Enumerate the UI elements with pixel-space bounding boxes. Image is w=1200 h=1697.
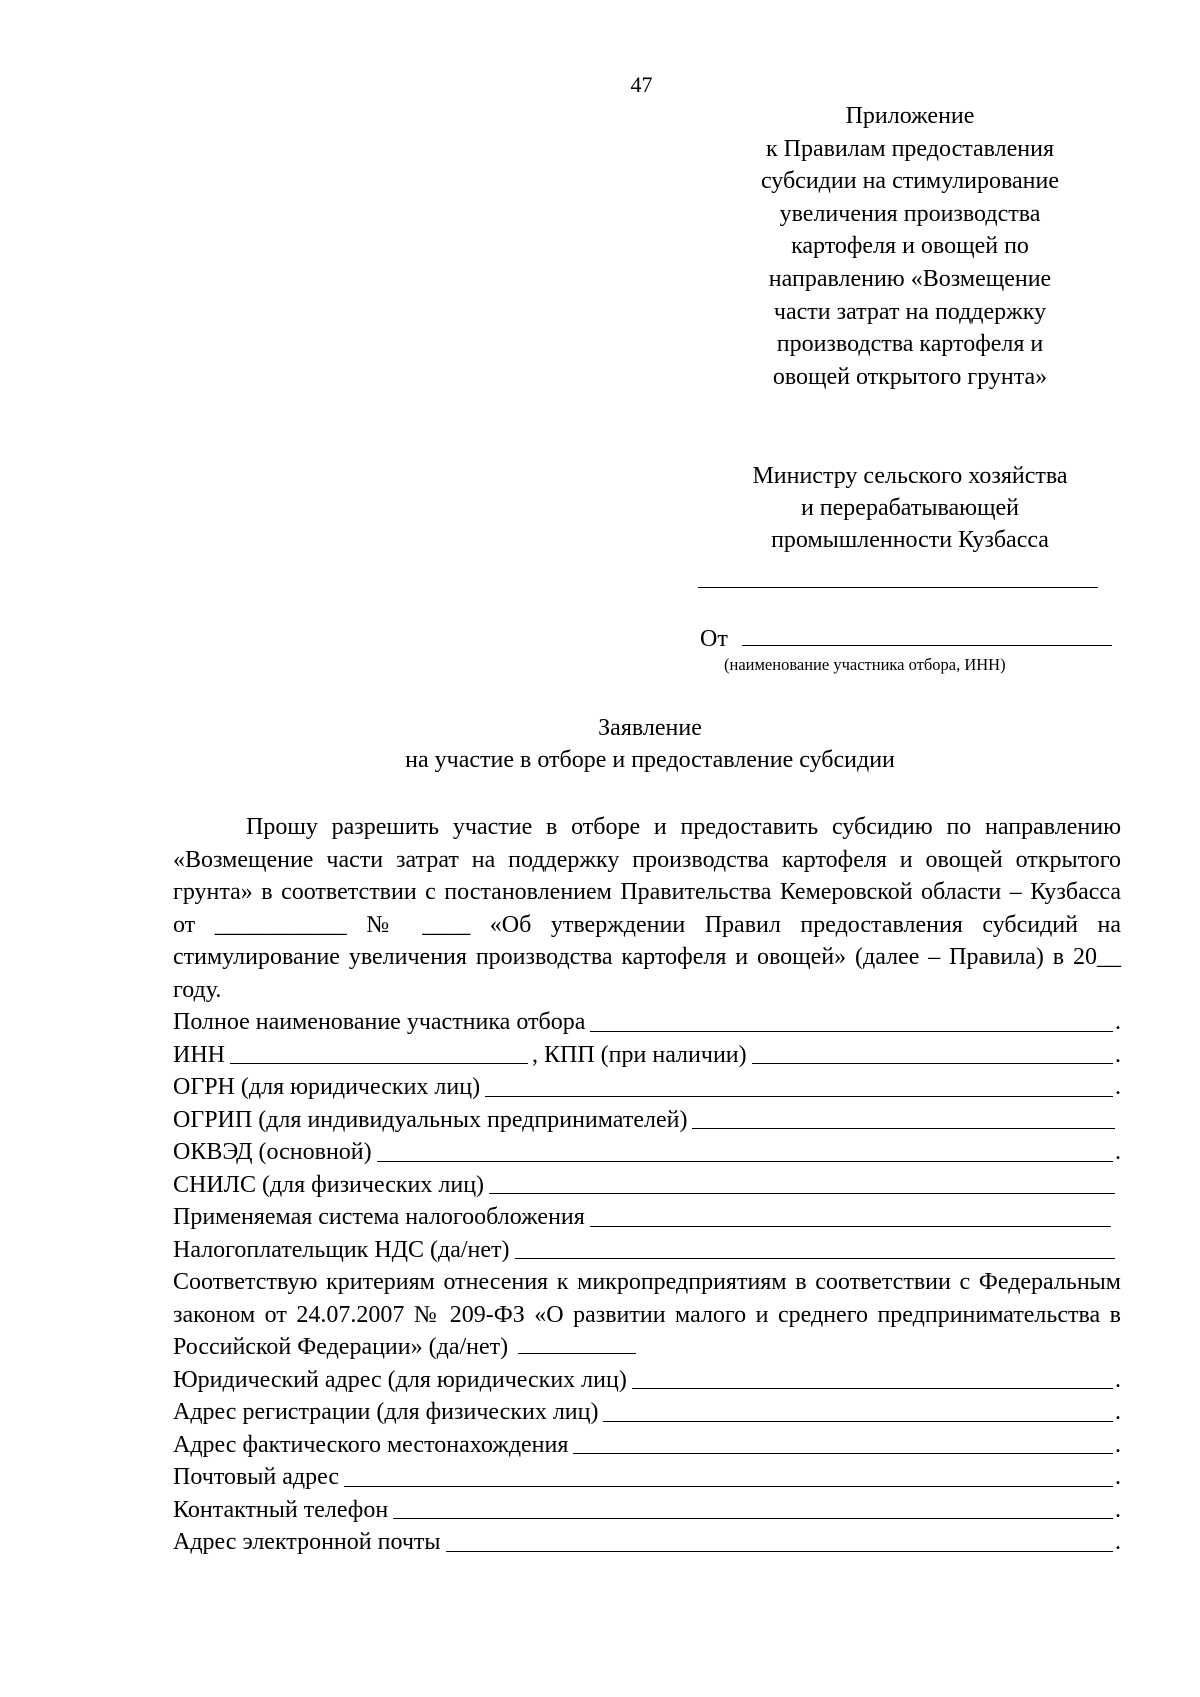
postal-address-blank[interactable] <box>344 1486 1113 1487</box>
field-period: . <box>1115 1464 1121 1490</box>
field-period: . <box>1115 1074 1121 1100</box>
appendix-line: направлению «Возмещение <box>768 265 1052 292</box>
registration-address-blank[interactable] <box>603 1421 1113 1422</box>
field-period: . <box>1115 1399 1121 1425</box>
field-actual-address <box>173 1429 1121 1462</box>
okved-blank[interactable] <box>377 1161 1113 1162</box>
field-postal-address <box>173 1461 1121 1494</box>
field-full-name <box>173 1006 1121 1039</box>
page-number: 47 <box>630 72 653 97</box>
actual-address-blank[interactable] <box>573 1453 1113 1454</box>
appendix-line: субсидии на стимулирование <box>760 168 1060 195</box>
field-label: Адрес электронной почты <box>173 1529 441 1555</box>
request-text-1: Прошу разрешить участие в отборе и предоставить субсидию по направлению «Возмещение части затрат на поддержку производства картофеля и овощей открытого грунта» в соответствии с постановлением Правительства Кемеровской области – Кузбасса от <box>173 814 1121 938</box>
title-line-1: Заявление <box>598 715 702 741</box>
field-label: Контактный телефон <box>173 1496 389 1523</box>
appendix-line: Приложение <box>845 103 975 129</box>
field-period: . <box>1115 1041 1121 1068</box>
appendix-line: овощей открытого грунта» <box>772 363 1048 390</box>
appendix-line: производства картофеля и <box>776 331 1044 358</box>
field-phone <box>173 1494 1121 1527</box>
field-snils <box>173 1169 1121 1202</box>
ogrip-blank[interactable] <box>692 1128 1115 1129</box>
appendix-line: части затрат на поддержку <box>773 298 1047 325</box>
full-name-blank[interactable] <box>590 1031 1113 1032</box>
field-registration-address <box>173 1396 1121 1429</box>
addressee-line: Министру сельского хозяйства <box>752 463 1068 489</box>
field-period: . <box>1115 1009 1121 1035</box>
field-label: ОГРИП (для индивидуальных предпринимателей) <box>173 1106 688 1133</box>
field-period: . <box>1115 1496 1121 1523</box>
email-blank[interactable] <box>446 1551 1113 1552</box>
vat-payer-blank[interactable] <box>515 1258 1115 1259</box>
field-period: . <box>1115 1431 1121 1458</box>
snils-blank[interactable] <box>489 1193 1115 1194</box>
appendix-line: увеличения производства <box>779 200 1041 227</box>
addressee-line: и перерабатывающей <box>800 495 1020 521</box>
request-text-2: № <box>366 911 403 938</box>
decree-number-blank[interactable]: ____ <box>422 911 471 938</box>
ogrn-blank[interactable] <box>485 1096 1113 1097</box>
appendix-header <box>700 100 1120 393</box>
field-period: . <box>1115 1529 1121 1555</box>
field-label: ОГРН (для юридических лиц) <box>173 1074 481 1100</box>
field-okved <box>173 1136 1121 1169</box>
field-ogrn <box>173 1071 1121 1104</box>
title-line-2: на участие в отборе и предоставление субсидии <box>405 747 895 773</box>
application-body <box>173 811 1121 1559</box>
field-legal-address <box>173 1364 1121 1397</box>
legal-address-blank[interactable] <box>632 1388 1113 1389</box>
decree-date-blank[interactable]: ___________ <box>214 911 347 938</box>
addressee-line: промышленности Кузбасса <box>771 527 1049 553</box>
field-micro-enterprise <box>173 1266 1121 1364</box>
from-row <box>700 624 1112 654</box>
field-label: Налогоплательщик НДС (да/нет) <box>173 1236 510 1263</box>
from-label: От <box>700 626 728 652</box>
field-label: Почтовый адрес <box>173 1464 340 1490</box>
phone-blank[interactable] <box>393 1518 1113 1519</box>
appendix-line: к Правилам предоставления <box>765 135 1055 162</box>
document-title <box>0 712 1200 776</box>
appendix-line: картофеля и овощей по <box>791 233 1029 260</box>
request-text-3: «Об утверждении Правил предоставления субсидий на стимулирование увеличения производства картофеля и овощей» (далее – Правила) в 20__ году. <box>173 911 1122 1003</box>
field-label: ОКВЭД (основной) <box>173 1139 372 1165</box>
field-label: Юридический адрес (для юридических лиц) <box>173 1366 627 1393</box>
field-label: , КПП (при наличии) <box>532 1041 747 1068</box>
tax-system-blank[interactable] <box>590 1226 1111 1227</box>
field-inn-kpp <box>173 1039 1121 1072</box>
field-tax-system <box>173 1201 1121 1234</box>
field-label: Применяемая система налогообложения <box>173 1204 585 1230</box>
field-email <box>173 1526 1121 1559</box>
addressee-name-blank[interactable] <box>698 587 1098 588</box>
field-label: Адрес регистрации (для физических лиц) <box>173 1399 599 1425</box>
request-paragraph <box>173 811 1121 1006</box>
field-label: Полное наименование участника отбора <box>173 1009 586 1035</box>
field-label: ИНН <box>173 1041 225 1068</box>
field-period: . <box>1115 1139 1121 1165</box>
field-label: СНИЛС (для физических лиц) <box>173 1171 485 1198</box>
micro-enterprise-blank[interactable] <box>518 1333 636 1354</box>
field-label: Адрес фактического местонахождения <box>173 1431 569 1458</box>
inn-blank[interactable] <box>230 1062 528 1064</box>
field-ogrip <box>173 1104 1121 1137</box>
kpp-blank[interactable] <box>752 1063 1113 1064</box>
field-period: . <box>1115 1366 1121 1393</box>
addressee <box>680 460 1140 556</box>
from-blank[interactable] <box>742 625 1112 646</box>
field-label: Соответствую критериям отнесения к микропредприятиям в соответствии с Федеральным законом от 24.07.2007 № 209-ФЗ «О развитии малого и среднего предпринимательства в Российской Федерации» (да/нет) <box>173 1269 1121 1360</box>
from-hint: (наименование участника отбора, ИНН) <box>724 655 1006 674</box>
field-vat-payer <box>173 1234 1121 1267</box>
